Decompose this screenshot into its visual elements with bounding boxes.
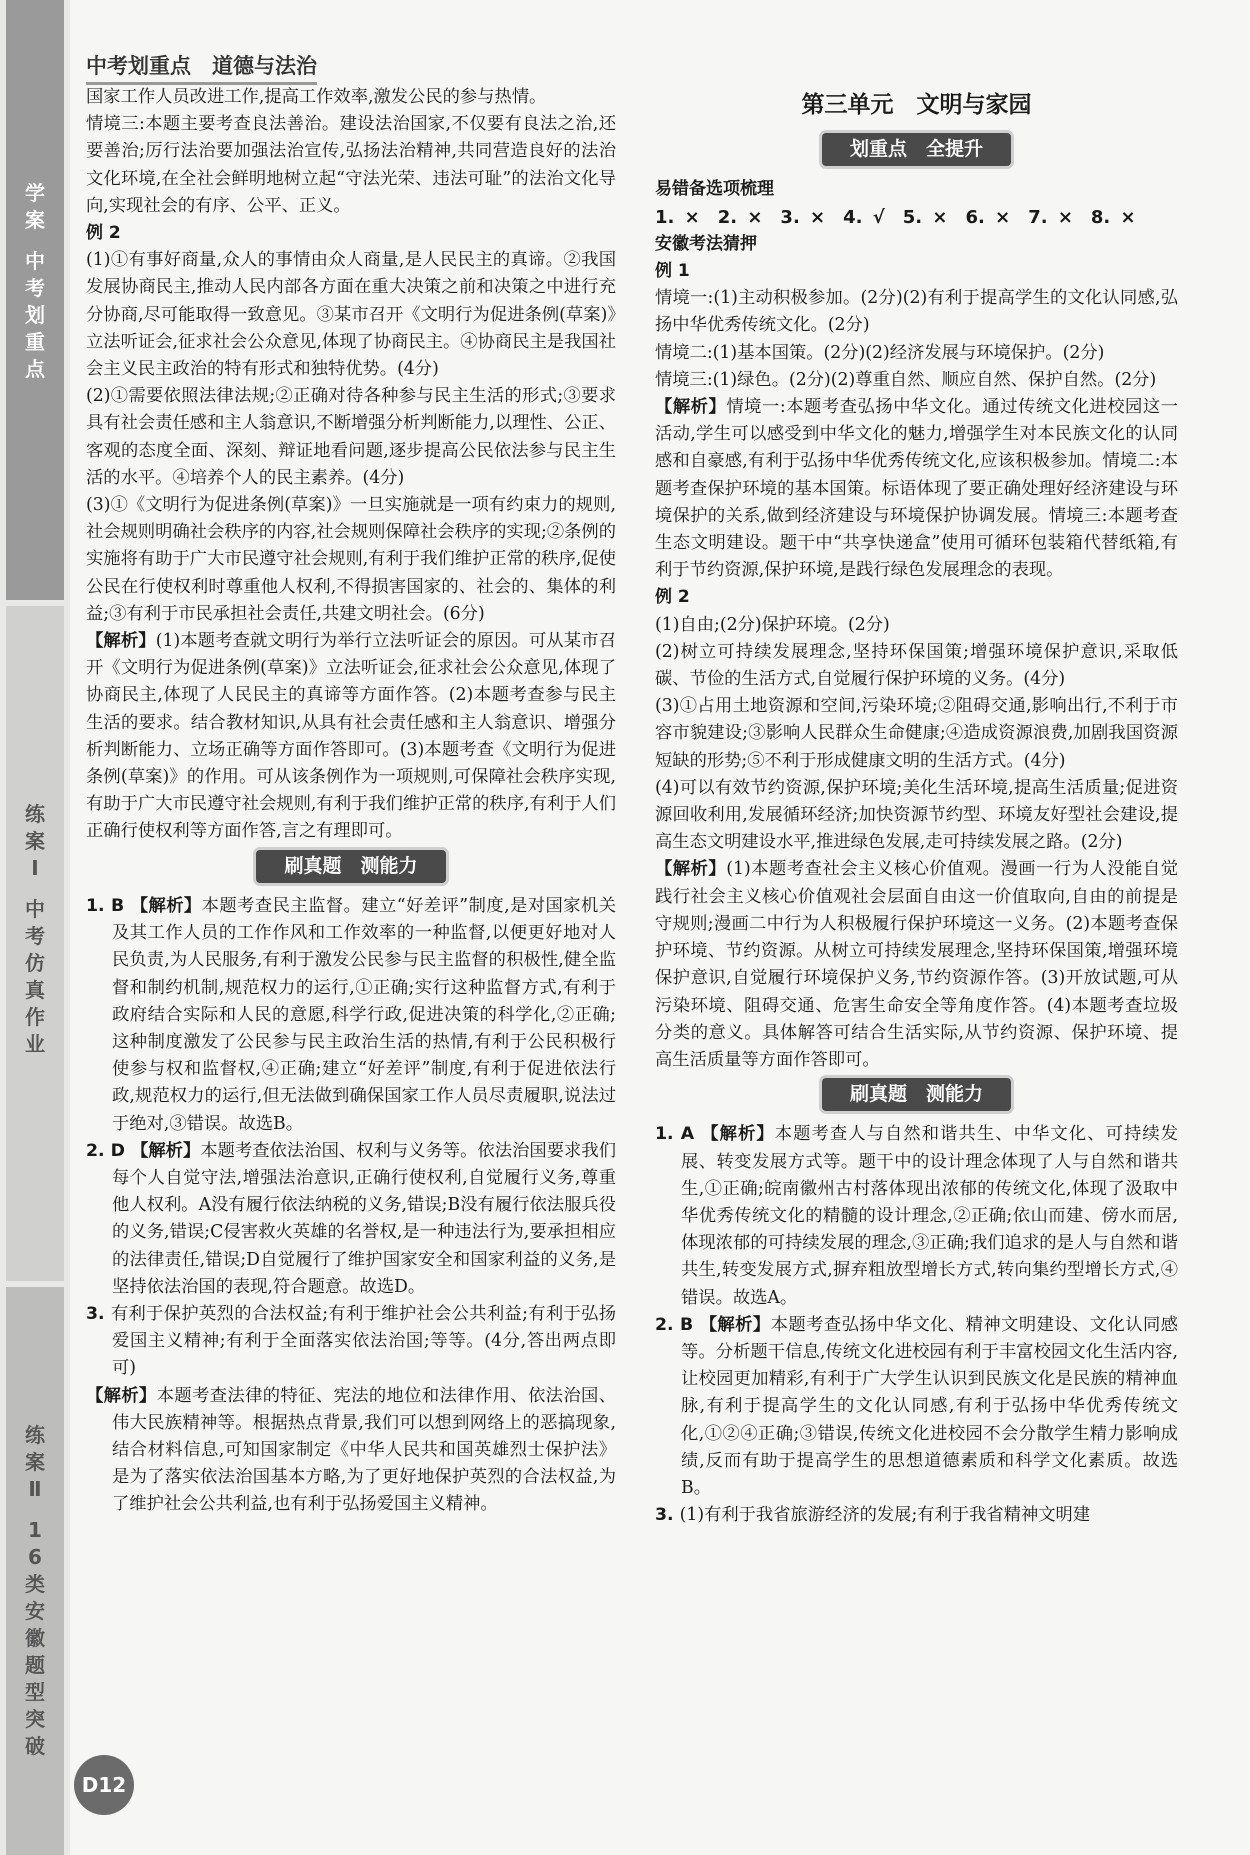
unit-title: 第三单元 文明与家园 [801,92,1032,118]
paragraph [655,394,1178,584]
paragraph-text: 本题考查民主监督。建立“好差评”制度,是对国家机关及其工作人员的工作作风和工作效率的一种监督,以便更好地对人民负责,为人民服务,有利于激发公民参与民主监督的积极性,健全监督和制约机制,规范权力的运行,①正确;实行这种监督方式,有利于政府结合实际和人民的意愿,科学行政,促进决策的科学化,②正确;这种制度激发了公民参与民主政治生活的热情,有利于公民积极行使参与权和监督权,④正确;建立“好差评”制度,有利于促进依法行政,规范权力的运行,但无法做到确保国家工作人员尽责履职,说法过于绝对,③错误。故选B。 [112,895,616,1134]
question-number: 3. [655,1505,680,1526]
question-answer [86,1138,616,1301]
sidebar-label: 练 案 Ⅰ [25,802,45,880]
sidebar-tab-lianan-2[interactable] [6,1287,64,1855]
subheading: 例 2 [86,223,121,244]
paragraph [86,84,616,111]
paragraph-text: (3)①《文明行为促进条例(草案)》一旦实施就是一项有约束力的规则,社会规则明确社会秩序的内容,社会规则保障社会秩序的实现;②条例的实施将有助于广大市民遵守社会规则,有利于我们维护正常的秩序,促使公民在行使权利时尊重他人权利,不得损害国家的、社会的、集体的利益;③有利于市民承担社会责任,共建文明社会。(6分) [86,495,616,624]
banner-label: 刷真题 测能力 [822,1078,1011,1111]
question-answer [655,1502,1178,1529]
answer-key: 1. × 2. × 3. × 4. √ 5. × 6. × 7. × 8. × [655,206,1136,228]
sidebar-label: 中 考 划 重 点 [25,249,45,381]
analysis-label: 【解析】 [701,1124,775,1145]
page-header: 中考划重点 道德与法治 [86,50,317,85]
question-answer [86,893,616,1138]
paragraph [655,775,1178,857]
section-banner [655,133,1178,166]
paragraph-text: (1)本题考查社会主义核心价值观。漫画一行为人没能自觉践行社会主义核心价值观社会层面自由这一价值取向,自由的前提是守规则;漫画二中行为人积极履行保护环境这一义务。(2)本题考查保护环境、节约资源。从树立可持续发展理念,坚持环保国策,增强环境保护意识,自觉履行环境保护义务,节约资源作答。(3)开放试题,可从污染环境、阻碍交通、危害生命安全等角度作答。(4)本题考查垃圾分类的意义。具体解答可结合生活实际,从节约资源、保护环境、提高生活质量等方面作答即可。 [655,859,1178,1070]
paragraph-text: 本题考查法律的特征、宪法的地位和法律作用、依法治国、伟大民族精神等。根据热点背景,我们可以想到网络上的恶搞现象,结合材料信息,可知国家制定《中华人民共和国英雄烈士保护法》是为了落实依法治国基本方略,为了更好地保护英烈的合法权益,为了维护社会公共利益,也有利于弘扬爱国主义精神。 [112,1385,616,1515]
analysis-label: 【解析】 [130,895,202,916]
paragraph [655,340,1178,367]
paragraph-text: 情境一:(1)主动积极参加。(2分)(2)有利于提高学生的文化认同感,弘扬中华优秀传统文化。(2分) [655,288,1178,336]
paragraph-text: (3)①占用土地资源和空间,污染环境;②阻碍交通,影响出行,不利于市容市貌建设;③影响人民群众生命健康;④造成资源浪费,加剧我国资源短缺的形势;⑤不利于形成健康文明的生活方式。(4分) [655,696,1178,771]
subheading: 易错备选项梳理 [655,179,774,200]
subheading: 安徽考法猜押 [655,233,757,254]
paragraph [86,492,616,628]
analysis-label: 【解析】 [86,1385,157,1406]
paragraph [655,639,1178,693]
left-column [86,84,616,1519]
sidebar-label: 学 案 [25,181,45,232]
paragraph [86,247,616,383]
paragraph-text: 情境二:(1)基本国策。(2分)(2)经济发展与环境保护。(2分) [655,342,1105,363]
sidebar-tab-lianan-1[interactable] [6,606,64,1281]
question-number: 2. D [86,1140,132,1161]
paragraph [86,111,616,220]
page-number: D12 [74,1755,134,1815]
sidebar-tab-xuean[interactable] [6,0,64,600]
analysis-label: 【解析】 [655,397,727,418]
analysis-label: 【解析】 [699,1314,771,1335]
question-number: 3. [86,1303,111,1324]
paragraph-text: (2)树立可持续发展理念,坚持环保国策;增强环境保护意识,采取低碳、节俭的生活方式,自觉履行保护环境的义务。(4分) [655,641,1178,690]
paragraph-text: (1)本题考查就文明行为举行立法听证会的原因。可从某市召开《文明行为促进条例(草案)》立法听证会,征求社会公众意见,体现了协商民主,体现了人民民主的真谛等方面作答。(2)本题考查参与民主生活的要求。结合教材知识,从具有社会责任感和主人翁意识、增强分析判断能力、立场正确等方面作答即可。(3)本题考查《文明行为促进条例(草案)》的作用。可从该条例作为一项规则,可保障社会秩序实现,有助于广大市民遵守社会规则,有利于我们维护正常的秩序,有利于人们正确行使权利等方面作答,言之有理即可。 [86,631,616,842]
paragraph [655,693,1178,775]
analysis-label: 【解析】 [86,631,156,652]
section-banner [655,1078,1178,1111]
right-column [655,82,1178,1529]
sidebar-label: 1 6 类 安 徽 题 型 突 破 [25,1518,45,1758]
question-number: 1. A [655,1124,702,1145]
analysis-label: 【解析】 [131,1140,201,1161]
sidebar-label: 中 考 仿 真 作 业 [25,897,45,1056]
paragraph-text: 本题考查依法治国、权利与义务等。依法治国要求我们每个人自觉守法,增强法治意识,正确行使权利,自觉履行义务,尊重他人权利。A没有履行依法纳税的义务,错误;B没有履行依法服兵役的义务,错误;C侵害救火英雄的名誉权,是一种违法行为,要承担相应的法律责任,错误;D自觉履行了维护国家安全和国家利益的义务,是坚持依法治国的表现,符合题意。故选D。 [112,1140,616,1297]
paragraph [655,612,1178,639]
paragraph-text: (1)①有事好商量,众人的事情由众人商量,是人民民主的真谛。②我国发展协商民主,推动人民内部各方面在重大决策之前和决策之中进行充分协商,尽可能取得一致意见。③某市召开《文明行为促进条例(草案)》立法听证会,征求社会公众意见,体现了协商民主。④协商民主是我国社会主义民主政治的特有形式和独特优势。(4分) [86,250,616,380]
paragraph-text: 情境三:(1)绿色。(2分)(2)尊重自然、顺应自然、保护自然。(2分) [655,369,1157,390]
question-answer [86,1301,616,1383]
paragraph-text: (2)①需要依照法律法规;②正确对待各种参与民主生活的形式;③要求具有社会责任感和主人翁意识,不断增强分析判断能力,以理性、公正、客观的态度全面、深刻、辩证地看问题,逐步提高公民依法参与民主生活的水平。④培养个人的民主素养。(4分) [86,386,616,488]
section-banner [86,850,616,883]
paragraph-text: 国家工作人员改进工作,提高工作效率,激发公民的参与热情。 [86,87,547,107]
paragraph [655,285,1178,339]
sidebar [0,0,70,1855]
subheading: 例 1 [655,261,690,282]
paragraph [655,367,1178,394]
question-answer [655,1121,1178,1311]
sidebar-label: 练 案 Ⅱ [25,1423,45,1501]
paragraph-text: 本题考查弘扬中华文化、精神文明建设、文化认同感等。分析题干信息,传统文化进校园有利于丰富校园文化生活内容,让校园更加精彩,有利于广大学生认识到民族文化是民族的精神血脉,有利于提高学生的文化认同感,有利于弘扬中华优秀传统文化,①②④正确;③错误,传统文化进校园不会分散学生精力影响成绩,反而有助于提高学生的思想道德素质和科学文化素质。故选B。 [681,1314,1178,1498]
paragraph [86,628,616,846]
subheading: 例 2 [655,587,690,608]
paragraph [655,856,1178,1074]
question-number: 1. B [86,895,131,916]
paragraph-text: 有利于保护英烈的合法权益;有利于维护社会公共利益;有利于弘扬爱国主义精神;有利于全面落实依法治国;等等。(4分,答出两点即可) [110,1303,616,1379]
paragraph-text: (4)可以有效节约资源,保护环境;美化生活环境,提高生活质量;促进资源回收利用,发展循环经济;加快资源节约型、环境友好型社会建设,提高生态文明建设水平,推进绿色发展,走可持续发展之路。(2分) [655,777,1178,853]
paragraph-text: 情境三:本题主要考查良法善治。建设法治国家,不仅要有良法之治,还要善治;厉行法治要加强法治宣传,弘扬法治精神,共同营造良好的法治文化环境,在全社会鲜明地树立起“守法光荣、违法可耻”的法治文化导向,实现社会的有序、公平、正义。 [86,114,616,216]
paragraph [86,1383,616,1519]
paragraph-text: (1)自由;(2分)保护环境。(2分) [655,614,890,635]
banner-label: 划重点 全提升 [822,133,1011,166]
paragraph-text: 情境一:本题考查弘扬中华文化。通过传统文化进校园这一活动,学生可以感受到中华文化的魅力,增强学生对本民族文化的认同感和自豪感,有利于弘扬中华优秀传统文化,应该积极参加。情境二:本题考查保护环境的基本国策。标语体现了要正确处理好经济建设与环境保护的关系,做到经济建设与环境保护协调发展。情境三:本题考查生态文明建设。题干中“共享快递盒”使用可循环包装箱代替纸箱,有利于节约资源,保护环境,是践行绿色发展理念的表现。 [655,397,1178,581]
question-number: 2. B [655,1314,700,1335]
banner-label: 刷真题 测能力 [256,850,445,883]
analysis-label: 【解析】 [655,859,727,880]
paragraph [86,383,616,492]
question-answer [655,1312,1178,1502]
paragraph-text: (1)有利于我省旅游经济的发展;有利于我省精神文明建 [679,1505,1091,1526]
paragraph-text: 本题考查人与自然和谐共生、中华文化、可持续发展、转变发展方式等。题干中的设计理念体现了人与自然和谐共生,①正确;皖南徽州古村落体现出浓郁的传统文化,体现了汲取中华优秀传统文化的精髓的设计理念,②正确;依山而建、傍水而居,体现浓郁的可持续发展的理念,③正确;我们追求的是人与自然和谐共生,转变发展方式,摒弃粗放型增长方式,转向集约型增长方式,④错误。故选A。 [681,1124,1178,1308]
